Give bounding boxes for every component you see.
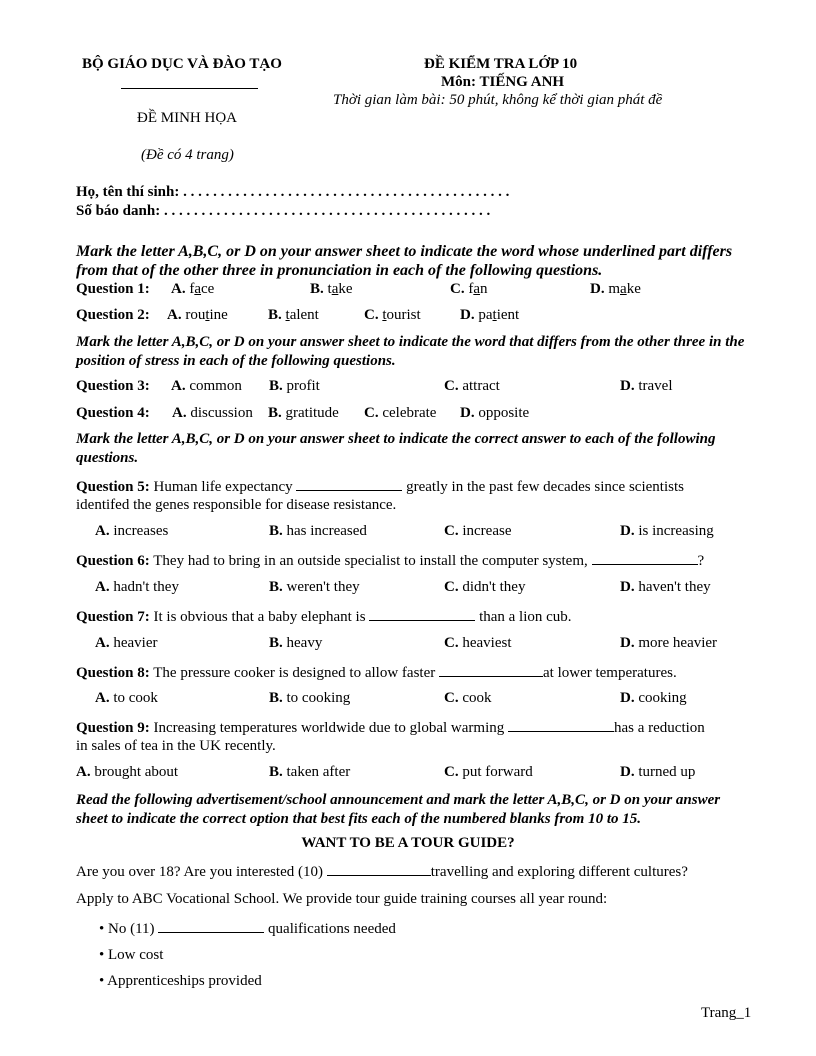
answer-blank: [296, 478, 402, 491]
option-c: C. increase: [444, 523, 512, 539]
advert-bullet-2: • Low cost: [99, 947, 164, 963]
option-b: B. heavy: [269, 635, 323, 651]
ministry-name: BỘ GIÁO DỤC VÀ ĐÀO TẠO: [82, 56, 282, 72]
question-label: Question 8:: [76, 665, 150, 681]
option-d: D. opposite: [460, 405, 530, 421]
option-b: B. take: [310, 281, 353, 297]
candidate-id-label: Số báo danh:: [76, 203, 161, 219]
section2-instruction: Mark the letter A,B,C, or D on your answer sheet to indicate the word that differs from the other three in the position of stress in each of the following questions.: [76, 334, 745, 369]
option-a: A. hadn't they: [95, 579, 179, 595]
question-2: [76, 307, 756, 327]
exam-title: ĐỀ KIỂM TRA LỚP 10: [424, 56, 578, 72]
subject-name: Môn: TIẾNG ANH: [441, 74, 565, 90]
option-a: A. common: [171, 378, 242, 394]
answer-blank: [369, 608, 475, 621]
option-a: A. to cook: [95, 690, 158, 706]
question-label: Question 3:: [76, 378, 150, 394]
exam-type: ĐỀ MINH HỌA: [137, 110, 237, 126]
option-a: A. increases: [95, 523, 169, 539]
question-3: [76, 378, 756, 398]
section4-instruction: Read the following advertisement/school announcement and mark the letter A,B,C, or D on your answer sheet to indicate the correct option that best fits each of the numbered blanks from 10 to 15.: [76, 792, 721, 827]
header-divider: [121, 88, 258, 89]
option-c: C. heaviest: [444, 635, 512, 651]
option-c: C. cook: [444, 690, 492, 706]
page-count-note: (Đề có 4 trang): [141, 147, 234, 163]
advert-bullet-1: • No (11) qualifications needed: [99, 921, 396, 937]
option-d: D. patient: [460, 307, 520, 323]
option-c: C. didn't they: [444, 579, 526, 595]
time-allowed: Thời gian làm bài: 50 phút, không kể thời gian phát đề: [333, 92, 663, 108]
question-9-stem-cont: in sales of tea in the UK recently.: [76, 738, 276, 754]
section3-instruction: Mark the letter A,B,C, or D on your answer sheet to indicate the correct answer to each of the following questions.: [76, 431, 716, 466]
answer-blank: [592, 552, 698, 565]
question-5-options: [76, 523, 756, 543]
option-a: A. brought about: [76, 764, 179, 780]
option-d: D. make: [590, 281, 641, 297]
question-label: Question 9:: [76, 720, 150, 736]
question-label: Question 1:: [76, 281, 150, 297]
option-d: D. more heavier: [620, 635, 718, 651]
question-7-stem: Question 7: It is obvious that a baby elephant is than a lion cub.: [76, 609, 572, 625]
option-b: B. to cooking: [269, 690, 351, 706]
advert-title: WANT TO BE A TOUR GUIDE?: [301, 835, 515, 851]
option-a: A. routine: [167, 307, 228, 323]
option-b: B. talent: [268, 307, 319, 323]
option-c: C. tourist: [364, 307, 421, 323]
question-label: Question 7:: [76, 609, 150, 625]
option-d: D. haven't they: [620, 579, 711, 595]
section1-instruction: Mark the letter A,B,C, or D on your answer sheet to indicate the word whose underlined part differs from that of the other three in pronunciation in each of the following questions.: [76, 243, 733, 279]
option-c: C. put forward: [444, 764, 533, 780]
option-a: A. face: [171, 281, 215, 297]
candidate-name-dots: . . . . . . . . . . . . . . . . . . . . . . . . . . . . . . . . . . . . . . . . . . . .: [183, 184, 510, 200]
advert-line-1: Are you over 18? Are you interested (10) travelling and exploring different cultures?: [76, 864, 688, 880]
option-d: D. travel: [620, 378, 673, 394]
question-5-stem-cont: identifed the genes responsible for disease resistance.: [76, 497, 397, 513]
candidate-id-dots: . . . . . . . . . . . . . . . . . . . . . . . . . . . . . . . . . . . . . . . . . . . .: [163, 203, 491, 219]
question-9-options: [76, 764, 756, 784]
question-8-options: [76, 690, 756, 710]
option-b: B. profit: [269, 378, 320, 394]
question-1: [76, 281, 756, 301]
option-c: C. fan: [450, 281, 488, 297]
advert-line-2: Apply to ABC Vocational School. We provide tour guide training courses all year round:: [76, 891, 608, 907]
answer-blank: [508, 719, 614, 732]
candidate-name-row: [76, 184, 509, 201]
option-b: B. has increased: [269, 523, 367, 539]
answer-blank-11: [158, 920, 264, 933]
question-7-options: [76, 635, 756, 655]
option-a: A. discussion: [172, 405, 253, 421]
option-c: C. celebrate: [364, 405, 437, 421]
option-d: D. turned up: [620, 764, 696, 780]
question-9-stem: Question 9: Increasing temperatures worldwide due to global warming has a reduction: [76, 720, 705, 736]
option-d: D. cooking: [620, 690, 687, 706]
candidate-name-label: Họ, tên thí sinh:: [76, 184, 180, 200]
advert-bullet-3: • Apprenticeships provided: [99, 973, 262, 989]
question-4: [76, 405, 756, 425]
question-6-stem: Question 6: They had to bring in an outside specialist to install the computer system, ?: [76, 553, 705, 569]
option-c: C. attract: [444, 378, 500, 394]
question-label: Question 2:: [76, 307, 150, 323]
page-number: Trang_1: [701, 1005, 752, 1021]
question-label: Question 4:: [76, 405, 150, 421]
question-5-stem: Question 5: Human life expectancy greatly in the past few decades since scientists: [76, 479, 684, 495]
candidate-id-row: [76, 203, 490, 220]
question-label: Question 5:: [76, 479, 150, 495]
option-b: B. weren't they: [269, 579, 360, 595]
option-d: D. is increasing: [620, 523, 714, 539]
option-b: B. taken after: [269, 764, 351, 780]
question-label: Question 6:: [76, 553, 150, 569]
option-a: A. heavier: [95, 635, 158, 651]
answer-blank-10: [327, 863, 431, 876]
option-b: B. gratitude: [268, 405, 339, 421]
answer-blank: [439, 664, 543, 677]
question-6-options: [76, 579, 756, 599]
question-8-stem: Question 8: The pressure cooker is designed to allow faster at lower temperatures.: [76, 665, 677, 681]
